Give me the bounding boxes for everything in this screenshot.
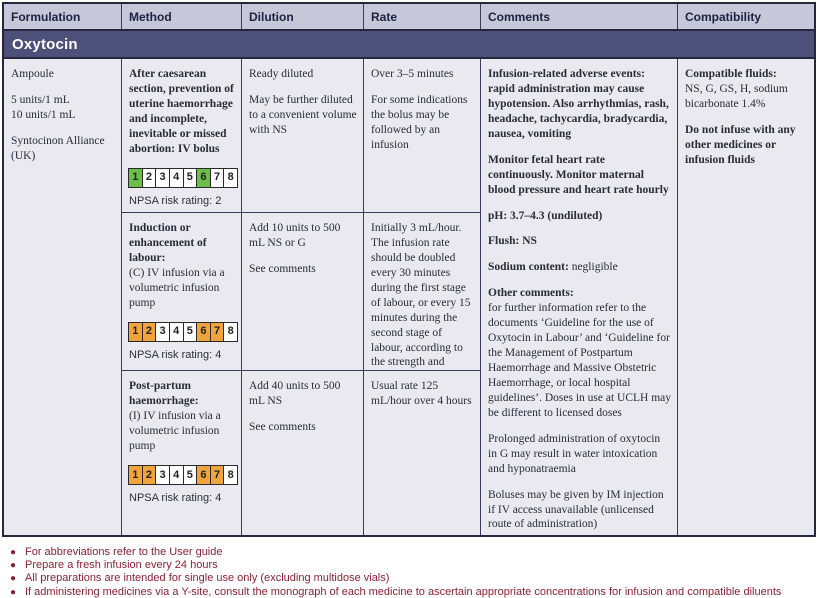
formulation-strength-2: 10 units/1 mL <box>11 108 76 121</box>
npsa-cell: 1 <box>128 465 143 485</box>
npsa-cell: 6 <box>196 168 211 188</box>
compatibility-warning: Do not infuse with any other medicines or infusion fluids <box>685 123 796 166</box>
npsa-cell: 3 <box>155 322 170 342</box>
footnote-item: ● If administering medicines via a Y-site, consult the monograph of each medicine to ascertain appropriate concentrations for infusion and compatible diluents <box>10 585 782 598</box>
npsa-cell: 4 <box>169 168 184 188</box>
npsa-cell: 8 <box>223 465 238 485</box>
npsa-cell: 2 <box>142 465 157 485</box>
col-header-comments: Comments <box>481 4 678 29</box>
npsa-cell: 5 <box>183 322 198 342</box>
npsa-cell: 6 <box>196 465 211 485</box>
npsa-block-2 <box>129 322 235 362</box>
footnote-item: ● For abbreviations refer to the User guide <box>10 546 223 558</box>
col-header-method: Method <box>122 4 242 29</box>
npsa-cell: 5 <box>183 168 198 188</box>
table-body <box>4 59 814 535</box>
formulation-brand: Syntocinon Alliance (UK) <box>11 134 105 162</box>
drug-table <box>2 2 816 537</box>
comments-ph: pH: 3.7–4.3 (undiluted) <box>488 209 603 222</box>
comments-flush: Flush: NS <box>488 235 537 248</box>
rate-cell-2: Initially 3 mL/hour. The infusion rate should be doubled every 30 minutes during the first stage of labour, or every 15 minutes during the second stage of labour, according to the strength and <box>364 213 481 371</box>
comments-cell <box>481 59 678 535</box>
method-cell-3 <box>122 371 242 535</box>
formulation-strength-1: 5 units/1 mL <box>11 93 70 106</box>
drug-banner <box>4 31 814 59</box>
rate-cell-1: Over 3–5 minutes For some indications the bolus may be followed by an infusion <box>364 59 481 213</box>
table-header-row <box>4 4 814 31</box>
npsa-cell: 1 <box>128 168 143 188</box>
comments-boluses: Boluses may be given by IM injection if IV access unavailable (unlicensed route of administration) <box>488 488 664 531</box>
footnote-item: ● Prepare a fresh infusion every 24 hours <box>10 559 218 572</box>
formulation-cell <box>4 59 122 535</box>
method-cell-1 <box>122 59 242 213</box>
npsa-scale-2 <box>128 322 237 342</box>
dilution-cell-1: Ready diluted May be further diluted to a convenient volume with NS <box>242 59 364 213</box>
npsa-rating-label-1: NPSA risk rating: 2 <box>129 194 222 207</box>
dilution-cell-2: Add 10 units to 500 mL NS or G See comments <box>242 213 364 371</box>
comments-other: Other comments: for further information refer to the documents ‘Guideline for the use of Oxytocin in Labour’ and ‘Guideline for the Management of Postpartum Haemorrhage and Massive Obstetric Haemorrhage, or local hospital guidelines’. Doses in use at UCLH may be different to licensed doses <box>488 287 672 419</box>
method-indication-1: After caesarean section, prevention of uterine haemorrhage and incomplete, inevitable or missed abortion: IV bolus <box>129 68 234 155</box>
npsa-scale-3 <box>128 465 237 485</box>
npsa-cell: 3 <box>155 465 170 485</box>
npsa-rating-label-3: NPSA risk rating: 4 <box>129 491 222 504</box>
npsa-block-3 <box>129 465 235 505</box>
npsa-cell: 4 <box>169 322 184 342</box>
footnote-item: ● All preparations are intended for single use only (excluding multidose vials) <box>10 572 390 585</box>
compatibility-cell <box>678 59 814 535</box>
compatible-fluids: Compatible fluids: NS, G, GS, H, sodium bicarbonate 1.4% <box>685 68 788 110</box>
col-header-formulation: Formulation <box>4 4 122 29</box>
comments-adverse-events: Infusion-related adverse events: rapid administration may cause hypotension. Also arrhythmias, rash, headache, tachycardia, bradycardia, nausea, vomiting <box>488 68 669 140</box>
col-header-compatibility: Compatibility <box>685 10 762 24</box>
comments-monitoring: Monitor fetal heart rate continuously. Monitor maternal blood pressure and heart rate hourly <box>488 153 669 196</box>
npsa-cell: 4 <box>169 465 184 485</box>
npsa-rating-label-2: NPSA risk rating: 4 <box>129 348 222 361</box>
dilution-cell-3: Add 40 units to 500 mL NS See comments <box>242 371 364 535</box>
method-indication-3: Post-partum haemorrhage: (I) IV infusion via a volumetric infusion pump <box>129 380 221 452</box>
npsa-cell: 8 <box>223 322 238 342</box>
formulation-form: Ampoule <box>11 68 54 80</box>
npsa-cell: 8 <box>223 168 238 188</box>
col-header-rate: Rate <box>364 4 481 29</box>
npsa-scale-1 <box>128 168 237 188</box>
drug-name: Oxytocin <box>12 35 78 53</box>
bullet-icon: ● <box>10 560 17 572</box>
npsa-cell: 2 <box>142 168 157 188</box>
footnotes <box>4 546 814 598</box>
formulation-strengths <box>11 93 115 123</box>
npsa-block-1 <box>129 168 235 208</box>
npsa-cell: 5 <box>183 465 198 485</box>
col-header-dilution: Dilution <box>242 4 364 29</box>
npsa-cell: 7 <box>210 465 225 485</box>
comments-prolonged: Prolonged administration of oxytocin in G may result in water intoxication and hyponatraemia <box>488 432 661 475</box>
comments-sodium: Sodium content: negligible <box>488 261 618 274</box>
npsa-cell: 7 <box>210 322 225 342</box>
bullet-icon: ● <box>10 573 17 585</box>
npsa-cell: 3 <box>155 168 170 188</box>
rate-cell-3: Usual rate 125 mL/hour over 4 hours <box>364 371 481 535</box>
npsa-cell: 7 <box>210 168 225 188</box>
npsa-cell: 2 <box>142 322 157 342</box>
bullet-icon: ● <box>10 547 17 558</box>
npsa-cell: 1 <box>128 322 143 342</box>
npsa-cell: 6 <box>196 322 211 342</box>
method-cell-2 <box>122 213 242 371</box>
bullet-icon: ● <box>10 586 17 598</box>
method-indication-2: Induction or enhancement of labour: (C) IV infusion via a volumetric infusion pump <box>129 222 225 309</box>
